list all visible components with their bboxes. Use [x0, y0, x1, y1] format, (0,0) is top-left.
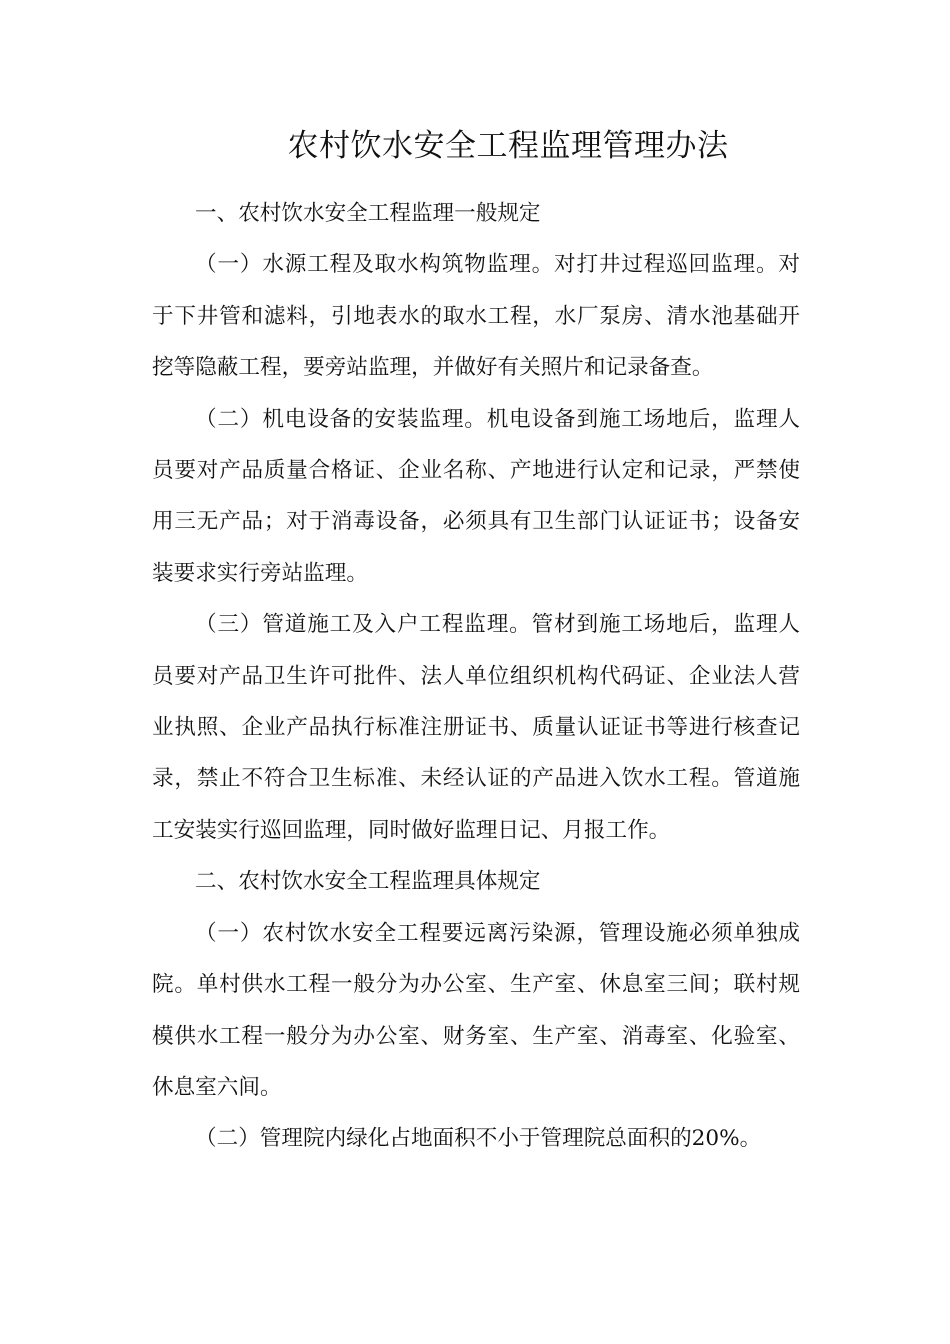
text-line: 员要对产品卫生许可批件、法人单位组织机构代码证、企业法人营: [152, 663, 800, 689]
text-line: （二）管理院内绿化占地面积不小于管理院总面积的20%。: [195, 1126, 762, 1152]
text-line: 业执照、企业产品执行标准注册证书、质量认证证书等进行核查记: [152, 715, 800, 741]
paragraph-pipeline-construction: [152, 599, 800, 856]
text-line: 装要求实行旁站监理。: [152, 560, 368, 586]
section-heading-specific: [152, 856, 800, 907]
text-line: 挖等隐蔽工程，要旁站监理，并做好有关照片和记录备查。: [152, 355, 714, 381]
text-line: （二）机电设备的安装监理。机电设备到施工场地后，监理人: [195, 406, 800, 432]
section-heading-general: [152, 188, 800, 239]
text-line: 于下井管和滤料，引地表水的取水工程，水厂泵房、清水池基础开: [152, 303, 800, 329]
text-line: （一）农村饮水安全工程要远离污染源，管理设施必须单独成: [195, 920, 800, 946]
text-line: 模供水工程一般分为办公室、财务室、生产室、消毒室、化验室、: [152, 1023, 800, 1049]
paragraph-pollution-distance: [152, 908, 800, 1114]
paragraph-greening: [152, 1113, 800, 1164]
text-line: 用三无产品；对于消毒设备，必须具有卫生部门认证证书；设备安: [152, 509, 800, 535]
text-line: 二、农村饮水安全工程监理具体规定: [195, 869, 541, 895]
text-line: 员要对产品质量合格证、企业名称、产地进行认定和记录，严禁使: [152, 458, 800, 484]
text-line: 录，禁止不符合卫生标准、未经认证的产品进入饮水工程。管道施: [152, 766, 800, 792]
document-title: 农村饮水安全工程监理管理办法: [287, 128, 729, 164]
document-body: [152, 188, 800, 1165]
text-line: （一）水源工程及取水构筑物监理。对打井过程巡回监理。对: [195, 252, 800, 278]
text-line: （三）管道施工及入户工程监理。管材到施工场地后，监理人: [195, 612, 800, 638]
text-line: 一、农村饮水安全工程监理一般规定: [195, 201, 541, 226]
text-line: 院。单村供水工程一般分为办公室、生产室、休息室三间；联村规: [152, 972, 800, 998]
paragraph-water-source: [152, 239, 800, 393]
paragraph-mechanical-equipment: [152, 394, 800, 600]
text-line: 工安装实行巡回监理，同时做好监理日记、月报工作。: [152, 817, 671, 843]
text-line: 休息室六间。: [152, 1074, 282, 1100]
